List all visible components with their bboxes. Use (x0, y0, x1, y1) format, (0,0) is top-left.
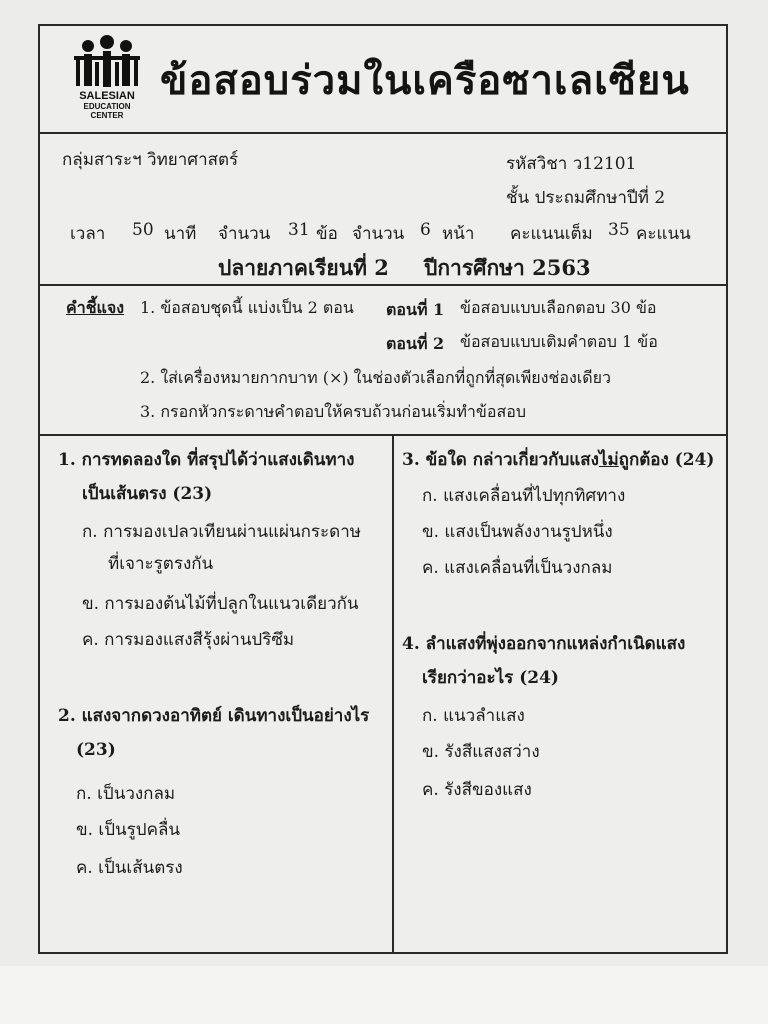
question-2-line-1: 2. แสงจากดวงอาทิตย์ เดินทางเป็นอย่างไร (58, 706, 370, 726)
question-3-text-emphasis: ไม่ (598, 450, 619, 470)
question-count-value: 31 (288, 220, 310, 240)
question-4-option-c[interactable]: ค. รังสีของแสง (422, 780, 532, 800)
questions-grid (40, 434, 726, 954)
instruction-item-2: 2. ใส่เครื่องหมายกากบาท (×) ในช่องตัวเลือกที่ถูกที่สุดเพียงช่องเดียว (140, 368, 611, 387)
logo-line-2: EDUCATION (83, 102, 131, 111)
people-logo-icon (68, 34, 146, 90)
full-score-unit: คะแนน (636, 224, 691, 244)
exam-header (40, 26, 726, 134)
question-3-text-post: ถูกต้อง (24) (618, 450, 715, 470)
instructions-block (40, 284, 726, 436)
question-1-option-c[interactable]: ค. การมองแสงสีรุ้งผ่านปริซึม (82, 630, 295, 650)
question-count-label: จำนวน (218, 224, 271, 244)
time-value: 50 (132, 220, 154, 240)
question-3-line-1 (402, 446, 714, 473)
question-4-line-1: 4. ลำแสงที่พุ่งออกจากแหล่งกำเนิดแสง (402, 634, 686, 654)
grade-level: ชั้น ประถมศึกษาปีที่ 2 (506, 188, 666, 208)
page-count-value: 6 (420, 220, 431, 240)
question-4-line-2: เรียกว่าอะไร (24) (422, 668, 559, 688)
page-count-label: จำนวน (352, 224, 405, 244)
full-score-label: คะแนนเต็ม (510, 224, 593, 244)
exam-title: ข้อสอบร่วมในเครือซาเลเซียน (160, 57, 690, 104)
question-2-option-b[interactable]: ข. เป็นรูปคลื่น (76, 820, 180, 840)
part-1-text: ข้อสอบแบบเลือกตอบ 30 ข้อ (460, 298, 657, 317)
subject-group: กลุ่มสาระฯ วิทยาศาสตร์ (62, 150, 239, 170)
question-4-option-a[interactable]: ก. แนวลำแสง (422, 706, 525, 726)
question-2-line-2: (23) (76, 740, 116, 760)
time-unit: นาที (164, 224, 197, 244)
instruction-item-1: 1. ข้อสอบชุดนี้ แบ่งเป็น 2 ตอน (140, 298, 354, 317)
question-3-option-c[interactable]: ค. แสงเคลื่อนที่เป็นวงกลม (422, 558, 613, 578)
term-label: ปลายภาคเรียนที่ 2 (218, 255, 389, 280)
part-2-label: ตอนที่ 2 (386, 334, 445, 353)
academic-year: ปีการศึกษา 2563 (424, 255, 591, 280)
exam-sheet (38, 24, 728, 954)
logo-wordmark (68, 90, 146, 120)
question-3-option-a[interactable]: ก. แสงเคลื่อนที่ไปทุกทิศทาง (422, 486, 626, 506)
question-2-option-c[interactable]: ค. เป็นเส้นตรง (76, 858, 183, 878)
question-1-option-b[interactable]: ข. การมองต้นไม้ที่ปลูกในแนวเดียวกัน (82, 594, 359, 614)
question-3-option-b[interactable]: ข. แสงเป็นพลังงานรูปหนึ่ง (422, 522, 613, 542)
question-1-option-a[interactable]: ก. การมองเปลวเทียนผ่านแผ่นกระดาษ (82, 522, 361, 542)
instruction-item-3: 3. กรอกหัวกระดาษคำตอบให้ครบถ้วนก่อนเริ่มทำข้อสอบ (140, 402, 526, 421)
question-1-line-1: 1. การทดลองใด ที่สรุปได้ว่าแสงเดินทาง (58, 450, 355, 470)
question-2-option-a[interactable]: ก. เป็นวงกลม (76, 784, 176, 804)
full-score-value: 35 (608, 220, 630, 240)
logo-line-3: CENTER (90, 111, 124, 120)
instructions-label: คำชี้แจง (66, 298, 125, 317)
time-label: เวลา (70, 224, 106, 244)
page-count-unit: หน้า (442, 224, 475, 244)
salesian-logo (68, 34, 146, 118)
question-4-option-b[interactable]: ข. รังสีแสงสว่าง (422, 742, 540, 762)
column-divider (392, 434, 394, 954)
question-1-option-a-cont: ที่เจาะรูตรงกัน (108, 554, 214, 574)
question-1-line-2: เป็นเส้นตรง (23) (82, 484, 213, 504)
question-3-text-pre: 3. ข้อใด กล่าวเกี่ยวกับแสง (402, 450, 599, 470)
exam-info (40, 132, 726, 286)
question-count-unit: ข้อ (316, 224, 338, 244)
part-1-label: ตอนที่ 1 (386, 300, 445, 319)
course-code: รหัสวิชา ว12101 (506, 154, 637, 174)
part-2-text: ข้อสอบแบบเติมคำตอบ 1 ข้อ (460, 332, 658, 351)
logo-line-1: SALESIAN (79, 90, 135, 102)
